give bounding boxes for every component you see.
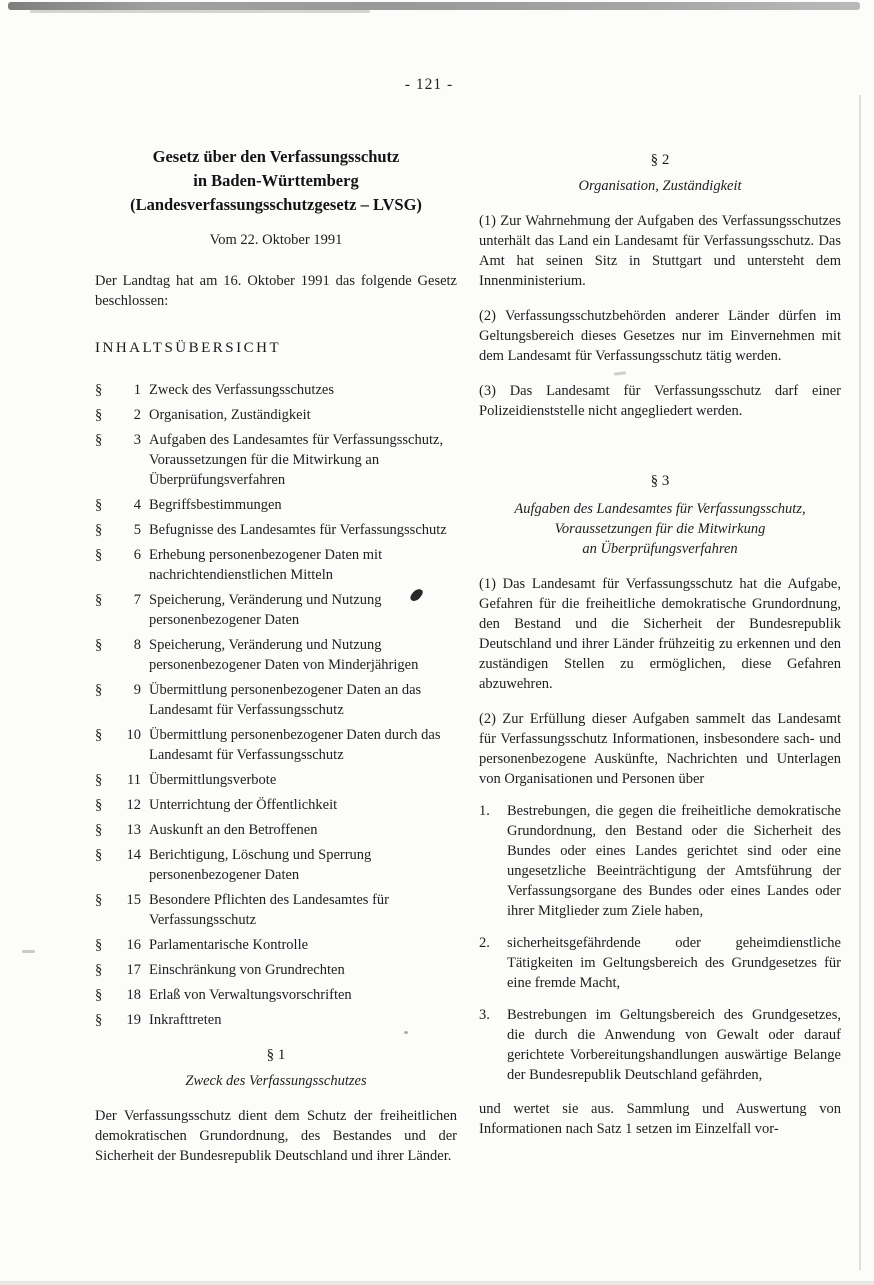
scan-artifact-right-edge <box>859 95 861 1270</box>
left-column <box>95 145 457 1166</box>
section-symbol: § <box>95 772 103 788</box>
section-symbol: § <box>95 522 103 538</box>
section-2-paragraph-2: (2) Verfassungsschutzbehörden anderer Länder dürfen im Geltungsbereich dieses Gesetzes nur im Einvernehmen mit dem Landesamt für Verfassungsschutz tätig werden. <box>479 308 841 364</box>
toc-item-15 <box>95 890 457 930</box>
section-symbol: § <box>95 382 103 398</box>
section-3-subtitle <box>479 499 841 559</box>
section-3-subtitle-line-2: Voraussetzungen für die Mitwirkung <box>554 521 766 537</box>
section-1-heading: § 1 <box>266 1047 286 1063</box>
law-title <box>95 145 457 217</box>
numbered-item-2 <box>479 933 841 993</box>
law-title-line-3: (Landesverfassungsschutzgesetz – LVSG) <box>130 195 422 214</box>
numbered-item-3 <box>479 1005 841 1085</box>
toc-heading: INHALTSÜBERSICHT <box>95 340 282 356</box>
section-symbol: § <box>95 727 103 743</box>
toc-item-title: Übermittlung personenbezogener Daten durch das Landesamt für Verfassungsschutz <box>149 727 441 763</box>
section-3-subtitle-line-3: an Überprüfungsverfahren <box>582 541 738 557</box>
toc-item-number: 6 <box>133 547 141 563</box>
section-3-paragraph-1: (1) Das Landesamt für Verfassungsschutz hat die Aufgabe, Gefahren für die freiheitliche demokratische Grundordnung, den Bestand und die Sicherheit der Bundesrepublik Deutschland und ihrer Länder frühzeitig zu erkennen und den zuständigen Stellen zu ermöglichen, diese Gefahren abzuwehren. <box>479 576 841 692</box>
toc-item-number: 13 <box>126 822 141 838</box>
section-2-paragraph-1: (1) Zur Wahrnehmung der Aufgaben des Verfassungsschutzes unterhält das Land ein Landesamt für Verfassungsschutz. Das Amt hat seinen Sitz in Stuttgart und untersteht dem Innenministerium. <box>479 213 841 289</box>
toc-item-title: Inkrafttreten <box>149 1012 222 1028</box>
toc-item-number: 16 <box>126 937 141 953</box>
toc-item-title: Unterrichtung der Öffentlichkeit <box>149 797 338 813</box>
section-symbol: § <box>95 962 103 978</box>
intro-paragraph: Der Landtag hat am 16. Oktober 1991 das folgende Gesetz beschlossen: <box>95 273 457 309</box>
item-text: Bestrebungen im Geltungsbereich des Grundgesetzes, die durch die Anwendung von Gewalt oder darauf gerichtete Vorbereitungshandlungen auswärtige Belange der Bundesrepublik Deutschland gefährden, <box>507 1007 841 1083</box>
toc-item-1 <box>95 380 457 400</box>
section-symbol: § <box>95 432 103 448</box>
section-1-subtitle: Zweck des Verfassungsschutzes <box>185 1073 367 1089</box>
section-3 <box>479 471 841 1139</box>
section-symbol: § <box>95 592 103 608</box>
section-symbol: § <box>95 892 103 908</box>
section-2-paragraph-3: (3) Das Landesamt für Verfassungsschutz darf einer Polizeidienststelle nicht angegliedert werden. <box>479 383 841 419</box>
toc-item-11 <box>95 770 457 790</box>
toc-item-title: Erhebung personenbezogener Daten mit nachrichtendienstlichen Mitteln <box>149 547 383 583</box>
toc-item-14 <box>95 845 457 885</box>
section-1-paragraph: Der Verfassungsschutz dient dem Schutz der freiheitlichen demokratischen Grundordnung, des Bestandes und der Sicherheit der Bundesrepublik Deutschland und ihrer Länder. <box>95 1108 457 1164</box>
toc-item-10 <box>95 725 457 765</box>
section-symbol: § <box>95 797 103 813</box>
enactment-date: Vom 22. Oktober 1991 <box>209 232 343 248</box>
law-title-line-1: Gesetz über den Verfassungsschutz <box>152 147 400 166</box>
toc-item-number: 18 <box>126 987 141 1003</box>
toc-item-5 <box>95 520 457 540</box>
scan-artifact-top-smudge <box>30 10 370 13</box>
section-symbol: § <box>95 822 103 838</box>
toc-item-18 <box>95 985 457 1005</box>
toc-item-number: 1 <box>133 382 141 398</box>
toc-item-number: 14 <box>126 847 141 863</box>
toc-item-number: 15 <box>126 892 141 908</box>
law-title-line-2: in Baden-Württemberg <box>193 171 359 190</box>
toc-item-9 <box>95 680 457 720</box>
section-3-heading: § 3 <box>650 473 670 489</box>
toc-item-number: 7 <box>133 592 141 608</box>
section-symbol: § <box>95 547 103 563</box>
toc-item-7 <box>95 590 457 630</box>
toc-item-title: Befugnisse des Landesamtes für Verfassungsschutz <box>149 522 447 538</box>
section-2-subtitle: Organisation, Zuständigkeit <box>578 178 742 194</box>
toc-item-title: Aufgaben des Landesamtes für Verfassungsschutz, Voraussetzungen für die Mitwirkung an Überprüfungsverfahren <box>149 432 444 488</box>
toc-item-number: 19 <box>126 1012 141 1028</box>
toc-item-12 <box>95 795 457 815</box>
toc-item-number: 10 <box>126 727 141 743</box>
toc-item-number: 9 <box>133 682 141 698</box>
section-symbol: § <box>95 497 103 513</box>
toc-item-6 <box>95 545 457 585</box>
toc-item-title: Auskunft an den Betroffenen <box>149 822 318 838</box>
section-symbol: § <box>95 637 103 653</box>
toc-item-title: Begriffsbestimmungen <box>149 497 282 513</box>
toc-item-title: Erlaß von Verwaltungsvorschriften <box>149 987 352 1003</box>
section-symbol: § <box>95 987 103 1003</box>
toc-item-4 <box>95 495 457 515</box>
toc-item-number: 12 <box>126 797 141 813</box>
item-number: 1. <box>479 803 490 819</box>
section-3-subtitle-line-1: Aufgaben des Landesamtes für Verfassungsschutz, <box>514 501 806 517</box>
item-text: Bestrebungen, die gegen die freiheitliche demokratische Grundordnung, den Bestand oder die Sicherheit des Bundes oder eines Landes gerichtet sind oder eine ungesetzliche Beeinträchtigung der Amtsführung der Verfassungsorgane des Bundes oder eines Landes oder ihrer Mitglieder zum Ziele haben, <box>507 803 841 919</box>
toc-item-title: Übermittlung personenbezogener Daten an das Landesamt für Verfassungsschutz <box>149 682 422 718</box>
toc-item-number: 17 <box>126 962 141 978</box>
toc-item-17 <box>95 960 457 980</box>
toc-item-16 <box>95 935 457 955</box>
scan-artifact-margin-dash <box>22 950 35 953</box>
toc-item-title: Übermittlungsverbote <box>149 772 277 788</box>
section-3-paragraph-2: (2) Zur Erfüllung dieser Aufgaben sammelt das Landesamt für Verfassungsschutz Informationen, insbesondere sach- und personenbezogene Auskünfte, Nachrichten und Unterlagen von Organisationen und Personen über <box>479 711 841 787</box>
toc-item-2 <box>95 405 457 425</box>
toc-item-8 <box>95 635 457 675</box>
toc-item-title: Parlamentarische Kontrolle <box>149 937 309 953</box>
toc-item-title: Organisation, Zuständigkeit <box>149 407 311 423</box>
toc-item-19 <box>95 1010 457 1030</box>
section-3-numbered-list <box>479 801 841 1085</box>
section-symbol: § <box>95 1012 103 1028</box>
section-3-closing-paragraph: und wertet sie aus. Sammlung und Auswertung von Informationen nach Satz 1 setzen im Einzelfall vor- <box>479 1101 841 1137</box>
section-symbol: § <box>95 937 103 953</box>
toc-item-number: 5 <box>133 522 141 538</box>
toc-item-title: Einschränkung von Grundrechten <box>149 962 345 978</box>
toc-item-number: 4 <box>133 497 141 513</box>
toc-item-number: 11 <box>127 772 141 788</box>
toc-item-title: Besondere Pflichten des Landesamtes für Verfassungsschutz <box>149 892 389 928</box>
item-text: sicherheitsgefährdende oder geheimdienstliche Tätigkeiten im Geltungsbereich des Grundgesetzes für eine fremde Macht, <box>507 935 841 991</box>
scan-artifact-top-edge <box>8 2 860 10</box>
toc-item-title: Speicherung, Veränderung und Nutzung personenbezogener Daten von Minderjährigen <box>149 637 419 673</box>
toc-item-3 <box>95 430 457 490</box>
toc-item-title: Zweck des Verfassungsschutzes <box>149 382 334 398</box>
toc-item-number: 3 <box>133 432 141 448</box>
table-of-contents <box>95 380 457 1030</box>
toc-item-title: Berichtigung, Löschung und Sperrung personenbezogener Daten <box>149 847 372 883</box>
item-number: 2. <box>479 935 490 951</box>
item-number: 3. <box>479 1007 490 1023</box>
section-2-heading: § 2 <box>650 152 670 168</box>
section-symbol: § <box>95 682 103 698</box>
section-1 <box>95 1045 457 1166</box>
right-column <box>479 142 841 1139</box>
section-symbol: § <box>95 407 103 423</box>
toc-item-number: 2 <box>133 407 141 423</box>
scan-artifact-bottom-edge <box>0 1281 874 1285</box>
section-2 <box>479 150 841 421</box>
toc-item-number: 8 <box>133 637 141 653</box>
toc-item-13 <box>95 820 457 840</box>
toc-item-title: Speicherung, Veränderung und Nutzung personenbezogener Daten <box>149 592 382 628</box>
section-symbol: § <box>95 847 103 863</box>
page-number: - 121 - <box>404 76 454 93</box>
numbered-item-1 <box>479 801 841 921</box>
